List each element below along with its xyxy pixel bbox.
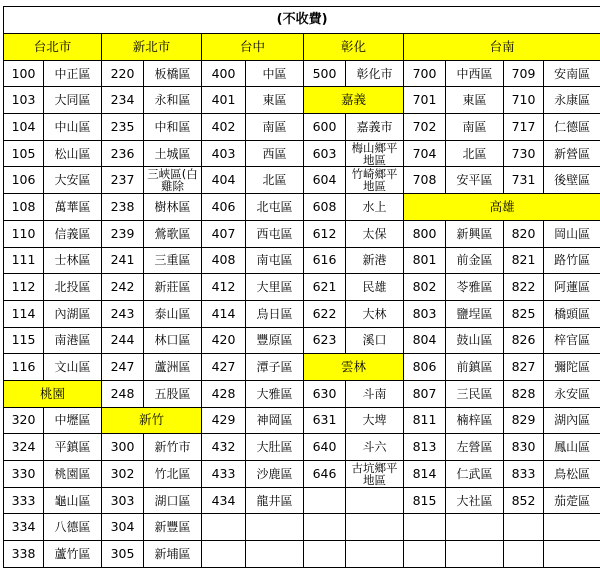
zip-code-cell: 814 — [404, 461, 446, 488]
table-row — [4, 60, 600, 87]
table-row — [4, 300, 600, 327]
zip-code-cell: 708 — [404, 167, 446, 194]
district-name-cell: 沙鹿區 — [246, 461, 304, 488]
table-row — [4, 434, 600, 461]
zip-code-cell: 827 — [504, 354, 544, 381]
district-name-cell: 南港區 — [44, 327, 102, 354]
district-name-cell: 北投區 — [44, 274, 102, 301]
zip-code-cell: 825 — [504, 300, 544, 327]
district-name-cell: 民雄 — [346, 274, 404, 301]
district-name-cell: 烏日區 — [246, 300, 304, 327]
zip-code-cell: 324 — [4, 434, 44, 461]
zip-code-cell: 239 — [102, 220, 144, 247]
empty-cell — [404, 541, 446, 568]
district-name-cell: 前鎮區 — [446, 354, 504, 381]
zip-code-cell: 412 — [202, 274, 246, 301]
district-name-cell: 萬華區 — [44, 194, 102, 221]
zip-code-cell: 822 — [504, 274, 544, 301]
district-name-cell: 鹽埕區 — [446, 300, 504, 327]
district-name-cell: 新營區 — [544, 140, 600, 167]
district-name-cell: 鶯歌區 — [144, 220, 202, 247]
district-name-cell: 仁武區 — [446, 461, 504, 488]
zip-code-cell: 434 — [202, 487, 246, 514]
zip-code-cell: 811 — [404, 407, 446, 434]
zip-code-cell: 407 — [202, 220, 246, 247]
zip-code-cell: 813 — [404, 434, 446, 461]
zip-code-cell: 631 — [304, 407, 346, 434]
zip-code-cell: 828 — [504, 380, 544, 407]
empty-cell — [404, 514, 446, 541]
zip-code-cell: 704 — [404, 140, 446, 167]
district-name-cell: 三峽區(白雞除 — [144, 167, 202, 194]
region-header-taipei: 台北市 — [4, 34, 102, 61]
district-name-cell: 北區 — [446, 140, 504, 167]
district-name-cell: 溪口 — [346, 327, 404, 354]
empty-cell — [304, 514, 346, 541]
district-name-cell: 大林 — [346, 300, 404, 327]
district-name-cell: 北屯區 — [246, 194, 304, 221]
region-header-new-taipei: 新北市 — [102, 34, 202, 61]
zip-code-cell: 237 — [102, 167, 144, 194]
district-name-cell: 竹崎鄉平地區 — [346, 167, 404, 194]
district-name-cell: 斗六 — [346, 434, 404, 461]
zip-code-cell: 608 — [304, 194, 346, 221]
zip-code-cell: 640 — [304, 434, 346, 461]
region-header-tainan: 台南 — [404, 34, 600, 61]
district-name-cell: 新莊區 — [144, 274, 202, 301]
zip-code-cell: 730 — [504, 140, 544, 167]
zip-code-cell: 833 — [504, 461, 544, 488]
district-name-cell: 岡山區 — [544, 220, 600, 247]
zip-code-cell: 111 — [4, 247, 44, 274]
zip-code-cell: 402 — [202, 114, 246, 141]
zip-code-cell: 100 — [4, 60, 44, 87]
table-row — [4, 194, 600, 221]
region-header-hsinchu: 新竹 — [102, 407, 202, 434]
zip-code-cell: 408 — [202, 247, 246, 274]
district-name-cell: 信義區 — [44, 220, 102, 247]
empty-cell — [544, 541, 600, 568]
table-row — [4, 114, 600, 141]
district-name-cell: 士林區 — [44, 247, 102, 274]
region-header-row — [4, 34, 600, 61]
district-name-cell: 北區 — [246, 167, 304, 194]
zip-code-cell: 427 — [202, 354, 246, 381]
district-name-cell: 新埔區 — [144, 541, 202, 568]
zip-code-cell: 821 — [504, 247, 544, 274]
title-row — [4, 7, 600, 34]
district-name-cell: 西區 — [246, 140, 304, 167]
district-name-cell: 東區 — [446, 87, 504, 114]
district-name-cell: 左營區 — [446, 434, 504, 461]
region-header-taoyuan: 桃園 — [4, 380, 102, 407]
zip-code-cell: 115 — [4, 327, 44, 354]
district-name-cell: 苓雅區 — [446, 274, 504, 301]
zip-code-cell: 235 — [102, 114, 144, 141]
district-name-cell: 永康區 — [544, 87, 600, 114]
district-name-cell: 中西區 — [446, 60, 504, 87]
zip-code-cell: 330 — [4, 461, 44, 488]
region-header-taichung: 台中 — [202, 34, 304, 61]
zip-code-cell: 334 — [4, 514, 44, 541]
district-name-cell: 大同區 — [44, 87, 102, 114]
district-name-cell: 鳳山區 — [544, 434, 600, 461]
empty-cell — [304, 487, 346, 514]
zip-code-cell: 709 — [504, 60, 544, 87]
zip-code-cell: 826 — [504, 327, 544, 354]
zip-code-cell: 303 — [102, 487, 144, 514]
zip-code-cell: 433 — [202, 461, 246, 488]
zip-code-cell: 116 — [4, 354, 44, 381]
district-name-cell: 樹林區 — [144, 194, 202, 221]
district-name-cell: 茄萣區 — [544, 487, 600, 514]
table-row — [4, 487, 600, 514]
zip-code-cell: 701 — [404, 87, 446, 114]
zip-code-cell: 802 — [404, 274, 446, 301]
zip-code-cell: 804 — [404, 327, 446, 354]
district-name-cell: 水上 — [346, 194, 404, 221]
district-name-cell: 豐原區 — [246, 327, 304, 354]
district-name-cell: 蘆竹區 — [44, 541, 102, 568]
region-header-chiayi: 嘉義 — [304, 87, 404, 114]
zip-code-cell: 220 — [102, 60, 144, 87]
zip-code-cell: 108 — [4, 194, 44, 221]
zip-code-cell: 238 — [102, 194, 144, 221]
district-name-cell: 林口區 — [144, 327, 202, 354]
district-name-cell: 三民區 — [446, 380, 504, 407]
table-row — [4, 380, 600, 407]
district-name-cell: 五股區 — [144, 380, 202, 407]
zip-code-cell: 801 — [404, 247, 446, 274]
empty-cell — [446, 541, 504, 568]
district-name-cell: 彌陀區 — [544, 354, 600, 381]
district-name-cell: 新興區 — [446, 220, 504, 247]
zip-code-cell: 623 — [304, 327, 346, 354]
district-name-cell: 大埤 — [346, 407, 404, 434]
table-row — [4, 274, 600, 301]
table-row — [4, 514, 600, 541]
district-name-cell: 湖內區 — [544, 407, 600, 434]
district-name-cell: 嘉義市 — [346, 114, 404, 141]
district-name-cell: 中正區 — [44, 60, 102, 87]
zip-code-cell: 820 — [504, 220, 544, 247]
district-name-cell: 安南區 — [544, 60, 600, 87]
district-name-cell: 西屯區 — [246, 220, 304, 247]
district-name-cell: 鼓山區 — [446, 327, 504, 354]
district-name-cell: 前金區 — [446, 247, 504, 274]
zip-code-cell: 403 — [202, 140, 246, 167]
table-row — [4, 87, 600, 114]
district-name-cell: 東區 — [246, 87, 304, 114]
zip-code-cell: 112 — [4, 274, 44, 301]
zip-code-cell: 428 — [202, 380, 246, 407]
empty-cell — [346, 541, 404, 568]
district-name-cell: 八德區 — [44, 514, 102, 541]
district-name-cell: 阿蓮區 — [544, 274, 600, 301]
table-row — [4, 247, 600, 274]
district-name-cell: 蘆洲區 — [144, 354, 202, 381]
zip-code-cell: 731 — [504, 167, 544, 194]
zip-code-cell: 106 — [4, 167, 44, 194]
zip-code-cell: 414 — [202, 300, 246, 327]
empty-cell — [246, 514, 304, 541]
zip-code-cell: 241 — [102, 247, 144, 274]
district-name-cell: 大安區 — [44, 167, 102, 194]
zip-code-cell: 429 — [202, 407, 246, 434]
district-name-cell: 南區 — [246, 114, 304, 141]
zip-code-cell: 630 — [304, 380, 346, 407]
district-name-cell: 南屯區 — [246, 247, 304, 274]
zip-code-cell: 646 — [304, 461, 346, 488]
zip-code-cell: 622 — [304, 300, 346, 327]
zip-code-table — [3, 6, 600, 568]
district-name-cell: 龜山區 — [44, 487, 102, 514]
zip-code-cell: 114 — [4, 300, 44, 327]
district-name-cell: 松山區 — [44, 140, 102, 167]
district-name-cell: 彰化市 — [346, 60, 404, 87]
zip-code-cell: 333 — [4, 487, 44, 514]
zip-code-cell: 338 — [4, 541, 44, 568]
zip-code-cell: 500 — [304, 60, 346, 87]
district-name-cell: 中壢區 — [44, 407, 102, 434]
district-name-cell: 板橋區 — [144, 60, 202, 87]
table-row — [4, 407, 600, 434]
region-header-kaohsiung: 高雄 — [404, 194, 600, 221]
zip-code-cell: 806 — [404, 354, 446, 381]
table-row — [4, 461, 600, 488]
zip-code-cell: 244 — [102, 327, 144, 354]
district-name-cell: 泰山區 — [144, 300, 202, 327]
district-name-cell: 桃園區 — [44, 461, 102, 488]
district-name-cell: 新竹市 — [144, 434, 202, 461]
district-name-cell: 橋頭區 — [544, 300, 600, 327]
district-name-cell: 中山區 — [44, 114, 102, 141]
district-name-cell: 鳥松區 — [544, 461, 600, 488]
district-name-cell: 南區 — [446, 114, 504, 141]
zip-code-cell: 420 — [202, 327, 246, 354]
district-name-cell: 土城區 — [144, 140, 202, 167]
table-title: (不收費) — [4, 7, 600, 34]
zip-code-cell: 432 — [202, 434, 246, 461]
district-name-cell: 古坑鄉平地區 — [346, 461, 404, 488]
zip-code-cell: 852 — [504, 487, 544, 514]
zip-code-cell: 700 — [404, 60, 446, 87]
empty-cell — [346, 514, 404, 541]
zip-code-cell: 404 — [202, 167, 246, 194]
empty-cell — [304, 541, 346, 568]
zip-code-cell: 400 — [202, 60, 246, 87]
region-header-yunlin: 雲林 — [304, 354, 404, 381]
zip-code-cell: 717 — [504, 114, 544, 141]
zip-code-cell: 105 — [4, 140, 44, 167]
zip-code-cell: 612 — [304, 220, 346, 247]
district-name-cell: 龍井區 — [246, 487, 304, 514]
table-row — [4, 140, 600, 167]
district-name-cell: 梅山鄉平地區 — [346, 140, 404, 167]
empty-cell — [544, 514, 600, 541]
district-name-cell: 斗南 — [346, 380, 404, 407]
zip-code-cell: 604 — [304, 167, 346, 194]
zip-code-cell: 807 — [404, 380, 446, 407]
district-name-cell: 新港 — [346, 247, 404, 274]
district-name-cell: 大雅區 — [246, 380, 304, 407]
zip-code-cell: 600 — [304, 114, 346, 141]
district-name-cell: 新豐區 — [144, 514, 202, 541]
district-name-cell: 永安區 — [544, 380, 600, 407]
district-name-cell: 神岡區 — [246, 407, 304, 434]
district-name-cell: 竹北區 — [144, 461, 202, 488]
zip-code-cell: 243 — [102, 300, 144, 327]
zip-code-cell: 110 — [4, 220, 44, 247]
table-row — [4, 354, 600, 381]
zip-code-cell: 104 — [4, 114, 44, 141]
zip-code-cell: 406 — [202, 194, 246, 221]
district-name-cell: 內湖區 — [44, 300, 102, 327]
zip-code-cell: 302 — [102, 461, 144, 488]
district-name-cell: 平鎮區 — [44, 434, 102, 461]
empty-cell — [346, 487, 404, 514]
zip-code-cell: 616 — [304, 247, 346, 274]
district-name-cell: 仁德區 — [544, 114, 600, 141]
district-name-cell: 梓官區 — [544, 327, 600, 354]
district-name-cell: 中區 — [246, 60, 304, 87]
district-name-cell: 文山區 — [44, 354, 102, 381]
zip-code-cell: 320 — [4, 407, 44, 434]
zip-code-cell: 800 — [404, 220, 446, 247]
table-row — [4, 541, 600, 568]
zip-code-cell: 830 — [504, 434, 544, 461]
zip-code-cell: 710 — [504, 87, 544, 114]
district-name-cell: 三重區 — [144, 247, 202, 274]
district-name-cell: 永和區 — [144, 87, 202, 114]
district-name-cell: 大肚區 — [246, 434, 304, 461]
zip-code-cell: 304 — [102, 514, 144, 541]
empty-cell — [246, 541, 304, 568]
empty-cell — [446, 514, 504, 541]
region-header-changhua: 彰化 — [304, 34, 404, 61]
zip-code-cell: 702 — [404, 114, 446, 141]
zip-code-cell: 300 — [102, 434, 144, 461]
district-name-cell: 大社區 — [446, 487, 504, 514]
district-name-cell: 楠梓區 — [446, 407, 504, 434]
table-row — [4, 220, 600, 247]
empty-cell — [202, 514, 246, 541]
zip-code-cell: 242 — [102, 274, 144, 301]
zip-code-cell: 234 — [102, 87, 144, 114]
zip-code-cell: 621 — [304, 274, 346, 301]
zip-code-cell: 829 — [504, 407, 544, 434]
zip-code-cell: 247 — [102, 354, 144, 381]
district-name-cell: 後壁區 — [544, 167, 600, 194]
district-name-cell: 路竹區 — [544, 247, 600, 274]
zip-code-cell: 103 — [4, 87, 44, 114]
zip-code-cell: 603 — [304, 140, 346, 167]
zip-code-cell: 815 — [404, 487, 446, 514]
district-name-cell: 安平區 — [446, 167, 504, 194]
zip-code-cell: 803 — [404, 300, 446, 327]
zip-code-cell: 236 — [102, 140, 144, 167]
zip-code-cell: 248 — [102, 380, 144, 407]
table-row — [4, 167, 600, 194]
zip-code-cell: 401 — [202, 87, 246, 114]
empty-cell — [202, 541, 246, 568]
zip-code-cell: 305 — [102, 541, 144, 568]
district-name-cell: 太保 — [346, 220, 404, 247]
district-name-cell: 湖口區 — [144, 487, 202, 514]
district-name-cell: 中和區 — [144, 114, 202, 141]
district-name-cell: 大里區 — [246, 274, 304, 301]
empty-cell — [504, 514, 544, 541]
empty-cell — [504, 541, 544, 568]
table-row — [4, 327, 600, 354]
district-name-cell: 潭子區 — [246, 354, 304, 381]
